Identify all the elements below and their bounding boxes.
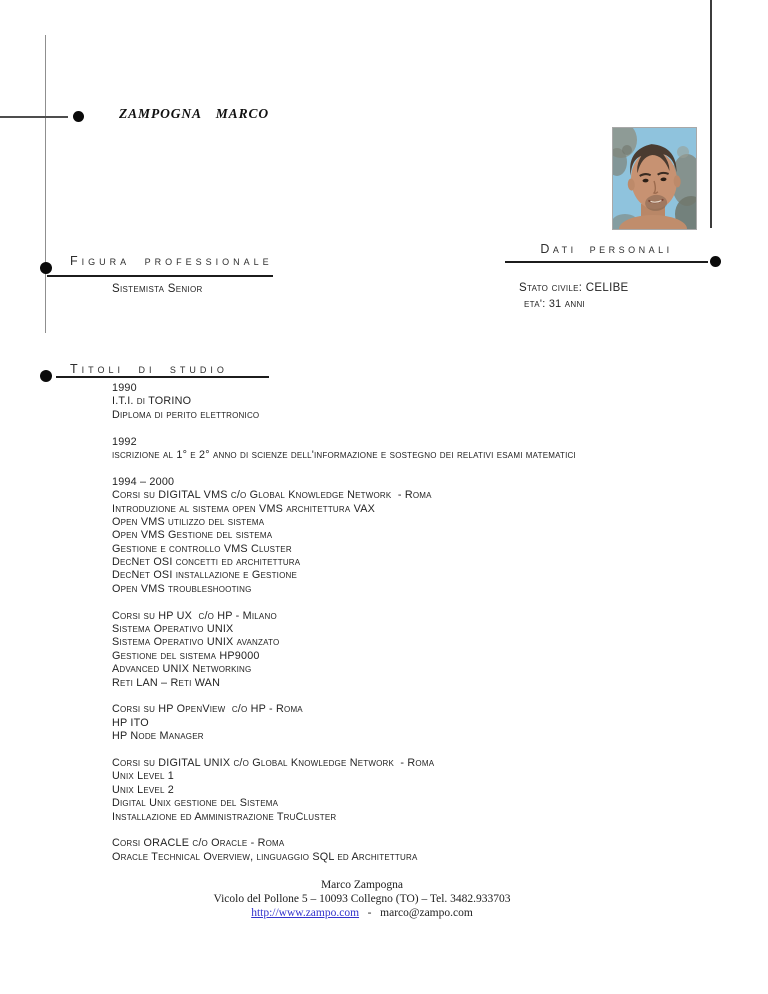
cv-text-line: Reti LAN – Reti WAN	[112, 676, 221, 689]
cv-text-line: Sistema Operativo UNIX avanzato	[112, 636, 280, 649]
cv-text-line: 1994 – 2000	[112, 475, 175, 488]
cv-text-line: Digital Unix gestione del Sistema	[112, 797, 279, 810]
section-heading-dati-personali: Dati personali	[540, 242, 673, 256]
figura-bullet-icon	[40, 262, 52, 274]
education-body	[112, 382, 752, 864]
title-bullet-icon	[73, 111, 84, 122]
cv-text-line: Open VMS troubleshooting	[112, 582, 252, 595]
cv-text-line: Unix Level 1	[112, 770, 174, 783]
website-link[interactable]: http://www.zampo.com	[251, 906, 360, 919]
cv-text-line: 1992	[112, 435, 137, 448]
professional-role: Sistemista Senior	[112, 283, 203, 295]
titoli-heading-underline	[56, 376, 269, 378]
cv-text-line: Diploma di perito elettronico	[112, 408, 260, 421]
cv-text-line: Open VMS utilizzo del sistema	[112, 515, 265, 528]
cv-text-line: Oracle Technical Overview, linguaggio SQL ed Architettura	[112, 850, 418, 863]
cv-text-line: iscrizione al 1° e 2° anno di scienze dell'informazione e sostegno dei relativi esami matematici	[112, 448, 576, 461]
right-vertical-rule	[710, 0, 712, 228]
cv-text-line: Installazione ed Amministrazione TruCluster	[112, 810, 337, 823]
left-vertical-rule	[45, 35, 46, 333]
portrait-photo-image	[613, 128, 696, 229]
cv-text-line: I.T.I. di TORINO	[112, 395, 192, 408]
cv-text-line: Unix Level 2	[112, 783, 174, 796]
dati-heading-underline	[505, 261, 708, 263]
section-heading-figura-professionale: Figura professionale	[70, 254, 273, 268]
dati-bullet-icon	[710, 256, 721, 267]
cv-text-line: DecNet OSI concetti ed architettura	[112, 556, 301, 569]
titoli-bullet-icon	[40, 370, 52, 382]
cv-text-line: Corsi su DIGITAL VMS c/o Global Knowledge Network - Roma	[112, 489, 432, 502]
figura-heading-underline	[47, 275, 273, 277]
cv-text-line: Corsi su HP OpenView c/o HP - Roma	[112, 703, 303, 716]
portrait-photo	[612, 127, 697, 230]
footer-address: Vicolo del Pollone 5 – 10093 Collegno (TO) – Tel. 3482.933703	[213, 892, 511, 905]
page-title: ZAMPOGNA MARCO	[119, 106, 270, 121]
stato-civile-value: Stato civile: CELIBE	[519, 282, 629, 294]
cv-text-line: Introduzione al sistema open VMS architettura VAX	[112, 502, 376, 515]
cv-text-line: Corsi su HP UX c/o HP - Milano	[112, 609, 277, 622]
footer-email: marco@zampo.com	[380, 906, 473, 919]
cv-text-line	[112, 462, 752, 475]
cv-text-line	[112, 744, 752, 757]
cv-text-line	[112, 690, 752, 703]
cv-text-line: DecNet OSI installazione e Gestione	[112, 569, 298, 582]
footer-name: Marco Zampogna	[320, 879, 404, 891]
top-horizontal-rule	[0, 116, 68, 118]
cv-text-line: Gestione del sistema HP9000	[112, 649, 260, 662]
cv-text-line: Sistema Operativo UNIX	[112, 623, 234, 636]
cv-text-line: HP ITO	[112, 716, 149, 729]
cv-text-line: Advanced UNIX Networking	[112, 663, 252, 676]
footer-separator: -	[359, 906, 381, 919]
cv-text-line: 1990	[112, 382, 137, 394]
cv-text-line: Corsi ORACLE c/o Oracle - Roma	[112, 837, 285, 850]
footer	[0, 879, 724, 921]
eta-value: eta': 31 anni	[524, 298, 586, 310]
cv-text-line: Open VMS Gestione del sistema	[112, 529, 273, 542]
cv-text-line	[112, 596, 752, 609]
cv-text-line	[112, 824, 752, 837]
cv-text-line	[112, 422, 752, 435]
cv-text-line: HP Node Manager	[112, 730, 204, 743]
cv-text-line: Corsi su DIGITAL UNIX c/o Global Knowledge Network - Roma	[112, 756, 435, 769]
section-heading-titoli-di-studio: Titoli di studio	[70, 362, 228, 376]
footer-contacts	[0, 907, 724, 921]
cv-text-line: Gestione e controllo VMS Cluster	[112, 542, 292, 555]
